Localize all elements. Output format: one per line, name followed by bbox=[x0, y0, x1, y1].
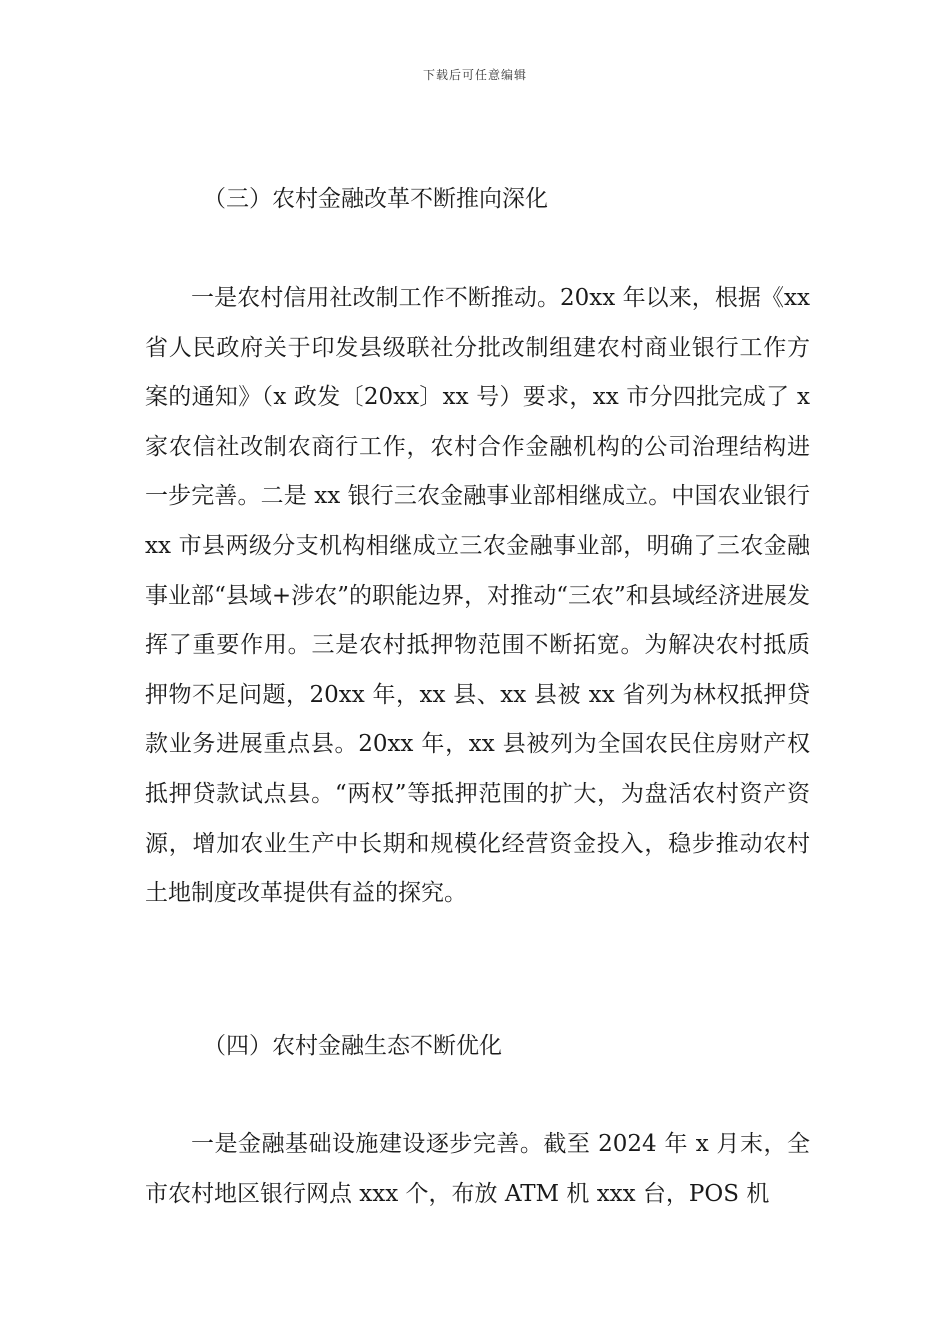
section-4-paragraph: 一是金融基础设施建设逐步完善。截至 2024 年 x 月末，全市农村地区银行网点 xxx 个，布放 ATM 机 xxx 台，POS 机 bbox=[145, 1131, 810, 1207]
section-4-heading: （四）农村金融生态不断优化 bbox=[203, 1033, 502, 1059]
section-3-heading: （三）农村金融改革不断推向深化 bbox=[203, 186, 548, 212]
section-3-paragraph: 一是农村信用社改制工作不断推动。20xx 年以来，根据《xx 省人民政府关于印发县级联社分批改制组建农村商业银行工作方案的通知》（x 政发〔20xx〕xx 号）要求，xx 市分四批完成了 x 家农信社改制农商行工作，农村合作金融机构的公司治理结构进一步完善。二是 xx 银行三农金融事业部相继成立。中国农业银行 xx 市县两级分支机构相继成立三农金融事业部，明确了三农金融事业部“县域+涉农”的职能边界，对推动“三农”和县域经济进展发挥了重要作用。三是农村抵押物范围不断拓宽。为解决农村抵质押物不足问题，20xx 年，xx 县、xx 县被 xx 省列为林权抵押贷款业务进展重点县。20xx 年，xx 县被列为全国农民住房财产权抵押贷款试点县。“两权”等抵押范围的扩大，为盘活农村资产资源，增加农业生产中长期和规模化经营资金投入，稳步推动农村土地制度改革提供有益的探究。 bbox=[145, 285, 810, 907]
page-header-note: 下载后可任意编辑 bbox=[422, 68, 527, 82]
